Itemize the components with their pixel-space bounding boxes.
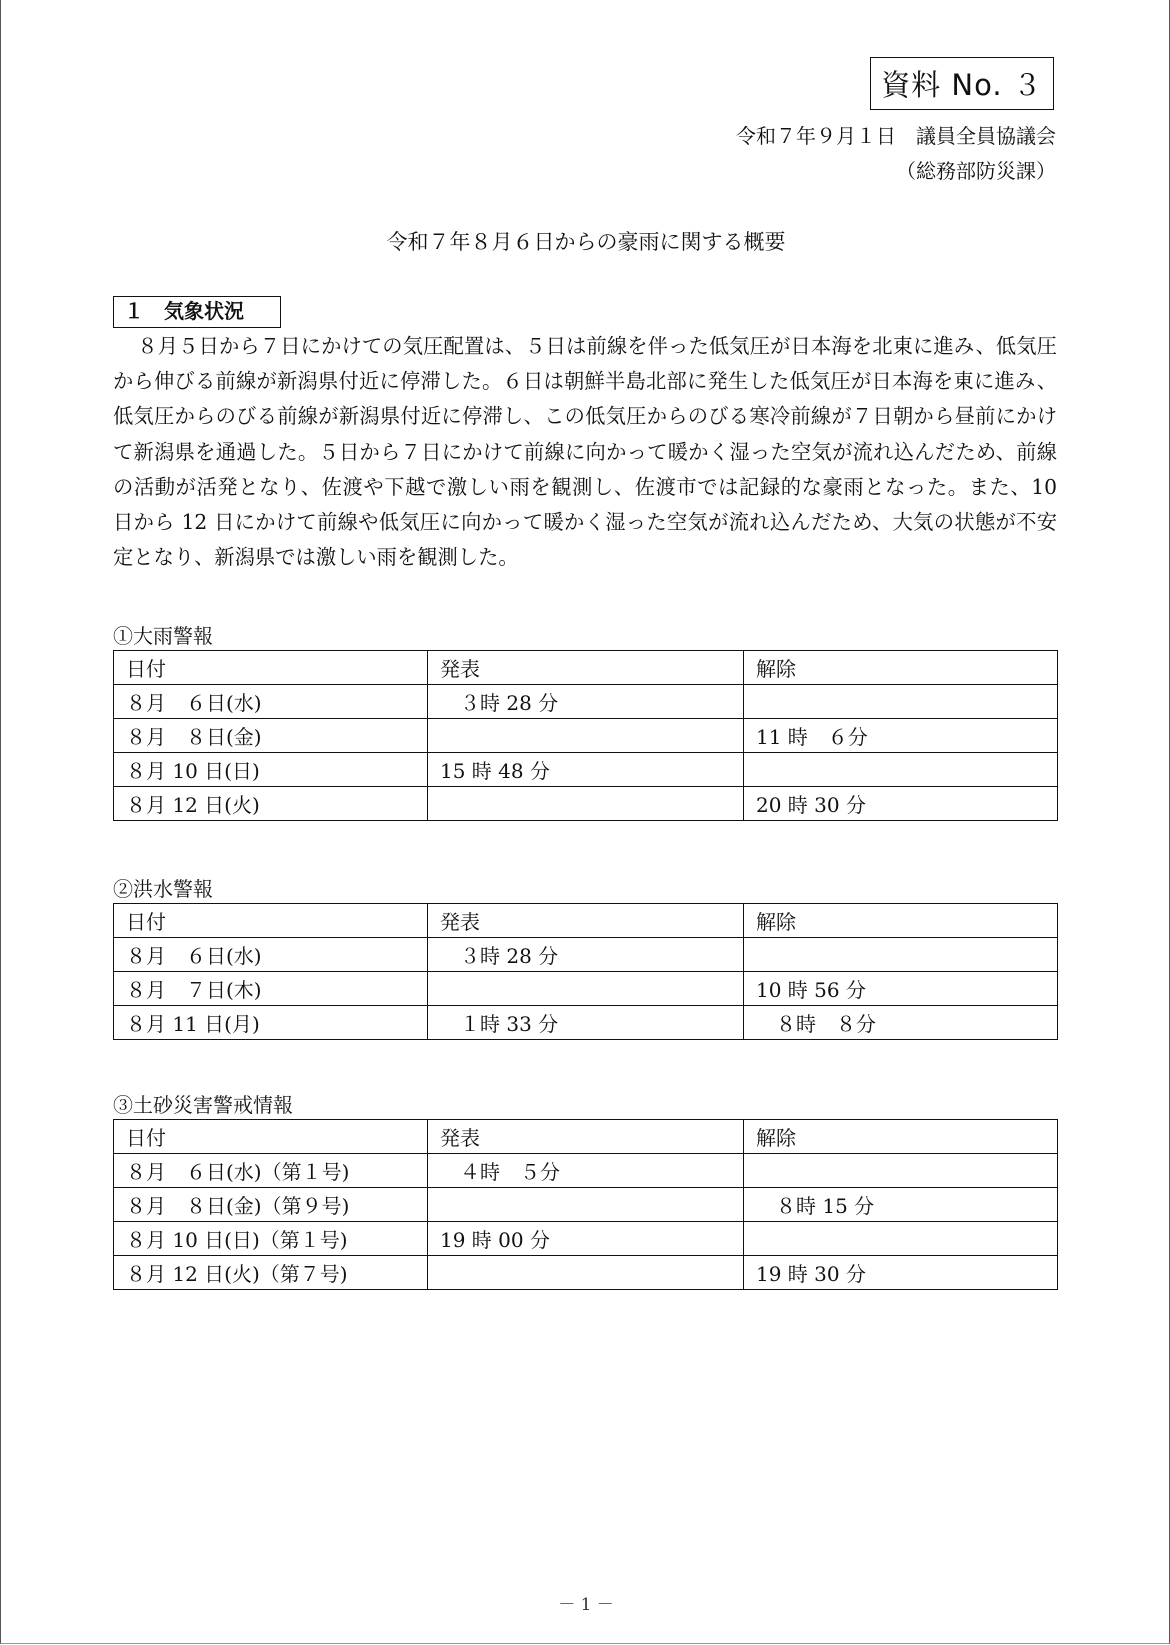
table-label-flood: ②洪水警報 <box>113 877 213 901</box>
table-row <box>114 1006 1058 1040</box>
cell-date: ８月 10 日(日)（第１号) <box>114 1222 428 1256</box>
table-row <box>114 753 1058 787</box>
heavy-rain-warning-table <box>113 650 1058 821</box>
weather-paragraph: ８月５日から７日にかけての気圧配置は、５日は前線を伴った低気圧が日本海を北東に進み、低気圧から伸びる前線が新潟県付近に停滞した。６日は朝鮮半島北部に発生した低気圧が日本海を東に進み、低気圧からのびる前線が新潟県付近に停滞し、この低気圧からのびる寒冷前線が７日朝から昼前にかけて新潟県を通過した。５日から７日にかけて前線に向かって暖かく湿った空気が流れ込んだため、前線の活動が活発となり、佐渡や下越で激しい雨を観測し、佐渡市では記録的な豪雨となった。また、10 日から 12 日にかけて前線や低気圧に向かって暖かく湿った空気が流れ込んだため、大気の状態が不安定となり、新潟県では激しい雨を観測した。 <box>113 334 1057 570</box>
table-row <box>114 719 1058 753</box>
cell-issued: 15 時 48 分 <box>428 753 744 787</box>
section-heading-weather: １ 気象状況 <box>113 296 281 328</box>
cell-date: ８月 12 日(火)（第７号) <box>114 1256 428 1290</box>
cell-issued: 19 時 00 分 <box>428 1222 744 1256</box>
department-line: （総務部防災課） <box>896 159 1056 183</box>
cell-lifted <box>744 938 1058 972</box>
cell-date: ８月 ８日(金)（第９号) <box>114 1188 428 1222</box>
table-row <box>114 1256 1058 1290</box>
flood-warning-table <box>113 903 1058 1040</box>
cell-issued <box>428 787 744 821</box>
cell-lifted <box>744 685 1058 719</box>
cell-lifted <box>744 1222 1058 1256</box>
header-lifted: 解除 <box>744 904 1058 938</box>
meeting-date-line: 令和７年９月１日 議員全員協議会 <box>736 124 1056 148</box>
document-number-box: 資料 No. ３ <box>870 57 1054 110</box>
cell-issued: １時 33 分 <box>428 1006 744 1040</box>
header-date: 日付 <box>114 904 428 938</box>
table-label-landslide: ③土砂災害警戒情報 <box>113 1093 293 1117</box>
cell-date: ８月 ７日(木) <box>114 972 428 1006</box>
cell-lifted: 20 時 30 分 <box>744 787 1058 821</box>
cell-issued <box>428 972 744 1006</box>
cell-date: ８月 11 日(月) <box>114 1006 428 1040</box>
cell-issued <box>428 719 744 753</box>
cell-issued <box>428 1188 744 1222</box>
cell-lifted: ８時 15 分 <box>744 1188 1058 1222</box>
header-date: 日付 <box>114 651 428 685</box>
header-lifted: 解除 <box>744 651 1058 685</box>
cell-date: ８月 ６日(水) <box>114 938 428 972</box>
cell-date: ８月 10 日(日) <box>114 753 428 787</box>
header-date: 日付 <box>114 1120 428 1154</box>
cell-issued <box>428 1256 744 1290</box>
table-header-row <box>114 904 1058 938</box>
table-row <box>114 1154 1058 1188</box>
table-row <box>114 1222 1058 1256</box>
cell-issued: ３時 28 分 <box>428 685 744 719</box>
cell-issued: ３時 28 分 <box>428 938 744 972</box>
cell-date: ８月 ６日(水)（第１号) <box>114 1154 428 1188</box>
cell-lifted <box>744 1154 1058 1188</box>
table-row <box>114 685 1058 719</box>
table-row <box>114 787 1058 821</box>
table-row <box>114 1188 1058 1222</box>
landslide-alert-table <box>113 1119 1058 1290</box>
header-issued: 発表 <box>428 651 744 685</box>
header-lifted: 解除 <box>744 1120 1058 1154</box>
cell-date: ８月 ８日(金) <box>114 719 428 753</box>
table-label-heavy-rain: ①大雨警報 <box>113 624 213 648</box>
cell-lifted: 10 時 56 分 <box>744 972 1058 1006</box>
cell-lifted: 19 時 30 分 <box>744 1256 1058 1290</box>
table-header-row <box>114 1120 1058 1154</box>
cell-lifted: ８時 ８分 <box>744 1006 1058 1040</box>
table-row <box>114 938 1058 972</box>
document-title: 令和７年８月６日からの豪雨に関する概要 <box>386 230 786 254</box>
table-row <box>114 972 1058 1006</box>
page-number: － 1 － <box>558 1595 614 1615</box>
cell-lifted <box>744 753 1058 787</box>
cell-date: ８月 12 日(火) <box>114 787 428 821</box>
cell-issued: ４時 ５分 <box>428 1154 744 1188</box>
header-issued: 発表 <box>428 904 744 938</box>
cell-lifted: 11 時 ６分 <box>744 719 1058 753</box>
header-issued: 発表 <box>428 1120 744 1154</box>
table-header-row <box>114 651 1058 685</box>
cell-date: ８月 ６日(水) <box>114 685 428 719</box>
